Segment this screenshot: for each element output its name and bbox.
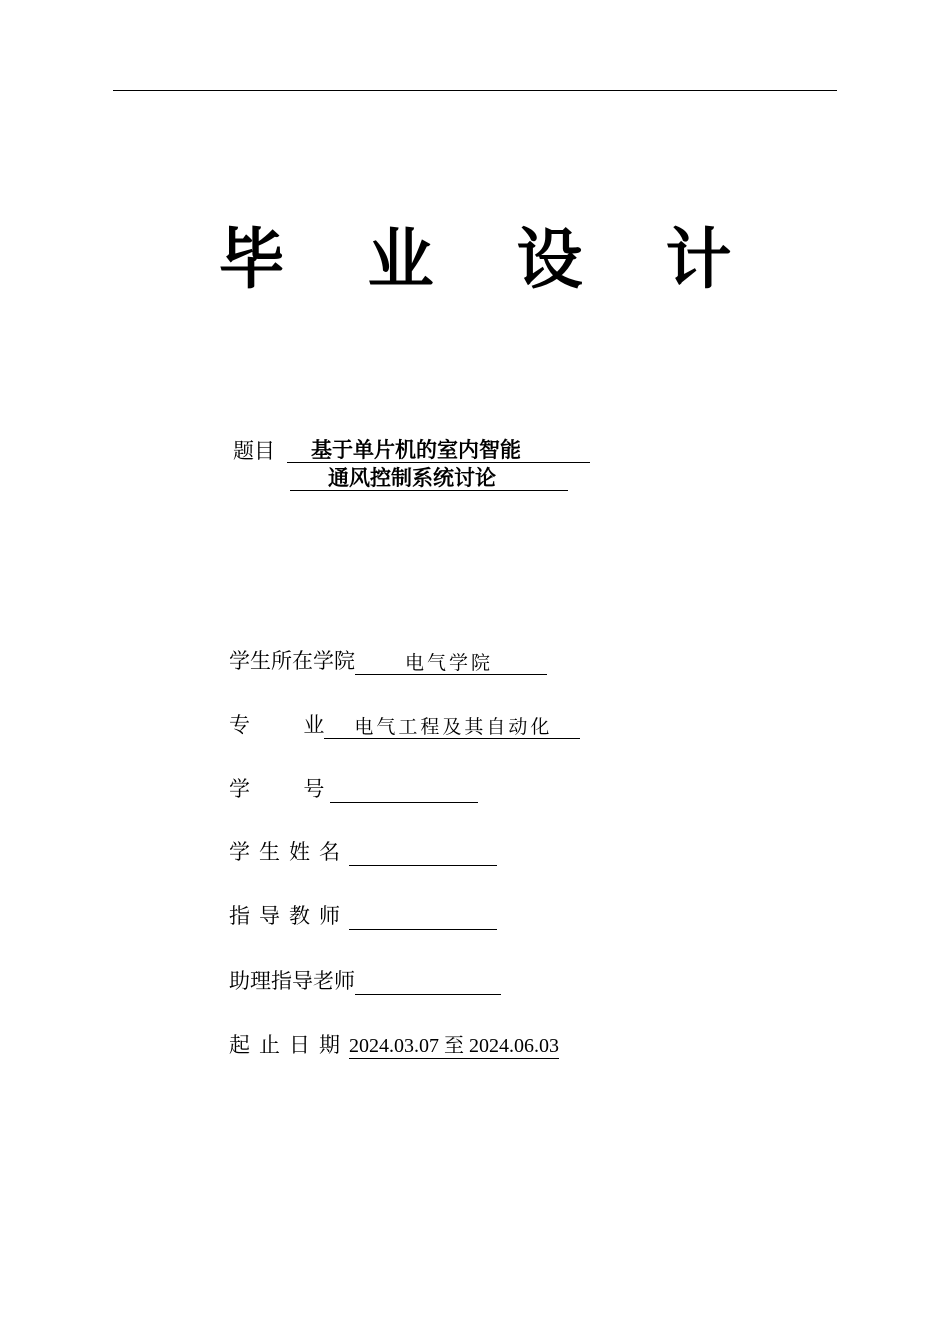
page-title: 毕 业 设 计: [218, 221, 762, 298]
student-name-field: [349, 841, 497, 866]
date-range-label: 起止日期: [229, 1033, 349, 1057]
date-range-row: [229, 1031, 559, 1059]
topic-line-1: 基于单片机的室内智能: [287, 438, 590, 463]
date-range-value: 2024.03.07 至 2024.06.03: [349, 1035, 559, 1057]
student-id-row: [229, 775, 478, 803]
assistant-advisor-field: [355, 970, 501, 995]
advisor-label: 指导教师: [229, 904, 349, 928]
college-value: 电气学院: [355, 651, 547, 675]
student-name-label: 学生姓名: [229, 840, 349, 864]
major-value: 电气工程及其自动化: [324, 715, 580, 739]
topic-line-2: 通风控制系统讨论: [290, 466, 568, 491]
advisor-field: [349, 905, 497, 930]
college-label: 学生所在学院: [229, 649, 355, 673]
student-id-label: 学 号: [229, 777, 325, 801]
student-name-row: [229, 838, 497, 866]
college-row: [229, 647, 547, 675]
major-row: [229, 711, 580, 739]
header-rule: [113, 90, 837, 91]
assistant-advisor-label: 助理指导老师: [229, 969, 355, 993]
assistant-advisor-row: [229, 967, 501, 995]
major-label: 专 业: [229, 713, 325, 737]
topic-label: 题目: [233, 439, 275, 463]
student-id-field: [330, 778, 478, 803]
advisor-row: [229, 902, 497, 930]
